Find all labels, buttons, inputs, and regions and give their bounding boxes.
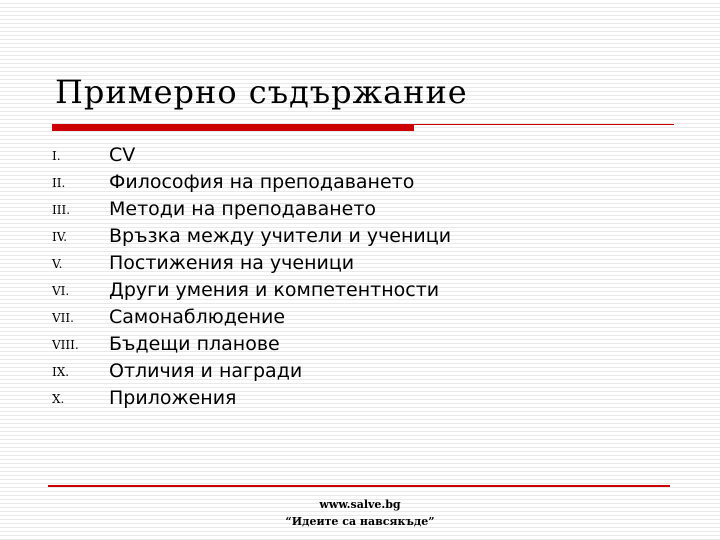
- footer: [0, 496, 720, 530]
- footer-url: www.salve.bg: [319, 498, 401, 511]
- agenda-item-numeral: II.: [52, 176, 66, 190]
- agenda-item-numeral: X.: [52, 392, 65, 406]
- slide-title: Примерно съдържание: [55, 73, 468, 111]
- agenda-item-text: Философия на преподаването: [109, 171, 415, 193]
- agenda-item-text: Постижения на ученици: [109, 252, 355, 274]
- agenda-item-numeral: III.: [52, 203, 71, 217]
- agenda-item-text: CV: [109, 144, 136, 166]
- agenda-item-text: Самонаблюдение: [109, 306, 286, 328]
- footer-tagline: “Идеите са навсякъде”: [285, 515, 435, 528]
- footer-divider-line: [48, 485, 670, 487]
- title-divider-line: [414, 124, 674, 125]
- agenda-item-numeral: V.: [52, 257, 63, 271]
- title-accent-bar: [52, 124, 414, 131]
- agenda-item-text: Връзка между учители и ученици: [109, 225, 452, 247]
- agenda-item-text: Бъдещи планове: [109, 333, 280, 355]
- agenda-item-text: Методи на преподаването: [109, 198, 377, 220]
- agenda-item-text: Други умения и компетентности: [109, 279, 440, 301]
- agenda-item-numeral: IX.: [52, 365, 70, 379]
- agenda-item-numeral: I.: [52, 149, 61, 163]
- agenda-item-numeral: VII.: [52, 311, 74, 325]
- agenda-item-numeral: IV.: [52, 230, 68, 244]
- agenda-item-numeral: VI.: [52, 284, 70, 298]
- agenda-item-text: Приложения: [109, 387, 237, 409]
- agenda-item-numeral: VIII.: [52, 338, 79, 352]
- agenda-item-text: Отличия и награди: [109, 360, 303, 382]
